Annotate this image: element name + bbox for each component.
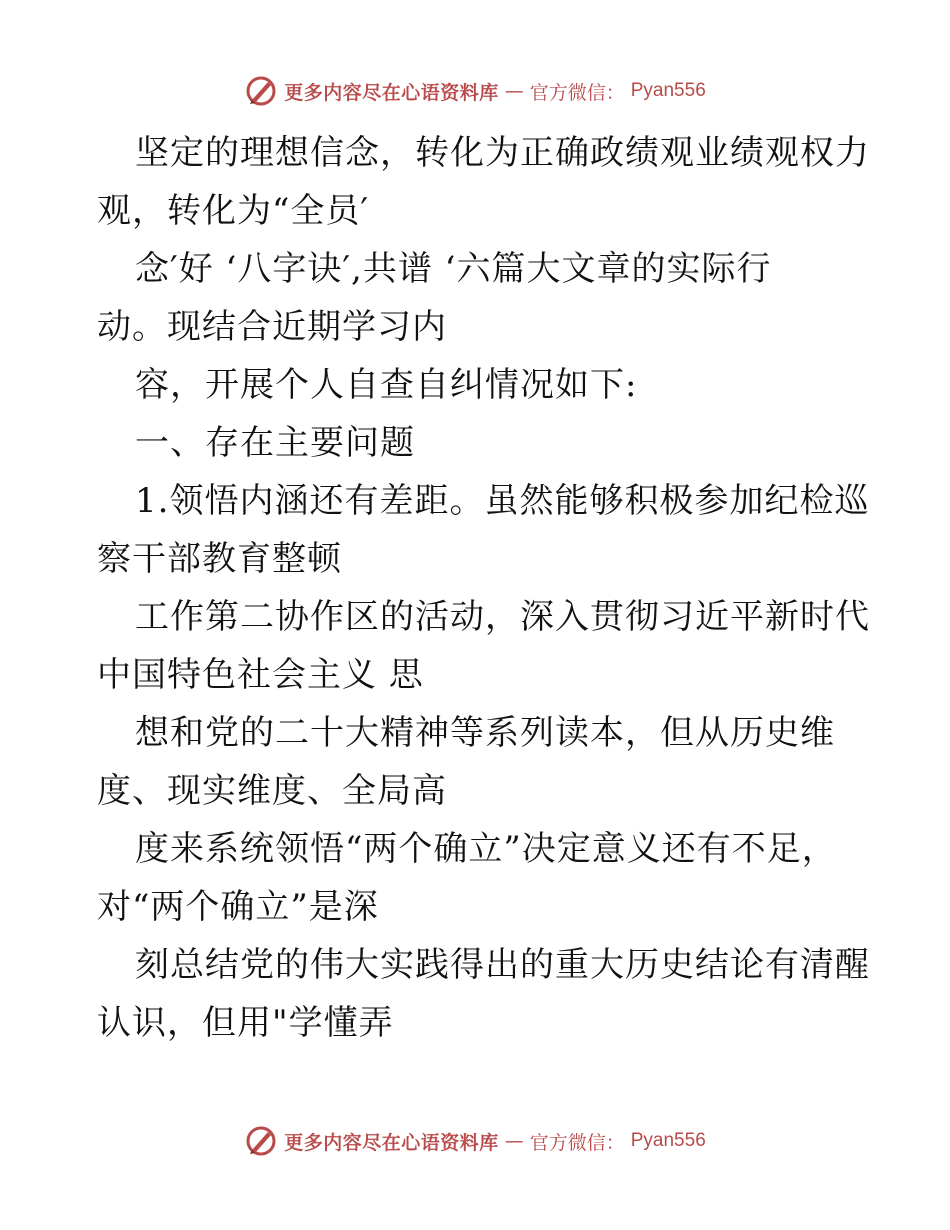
banner-separator: — [504, 1130, 524, 1152]
body-line: 中国特色社会主义 思 [97, 655, 424, 695]
footer-banner [0, 1124, 950, 1158]
body-line: 对“两个确立”是深 [97, 887, 379, 927]
body-line: 认识，但用"学懂弄 [97, 1003, 394, 1043]
body-line: 动。现结合近期学习内 [97, 307, 447, 347]
pen-logo-icon [244, 74, 278, 108]
body-line: 1.领悟内涵还有差距。虽然能够积极参加纪检巡 [135, 481, 870, 521]
body-line: 容，开展个人自查自纠情况如下: [135, 365, 638, 405]
pen-logo-icon [244, 1124, 278, 1158]
body-line: 工作第二协作区的活动，深入贯彻习近平新时代 [135, 597, 870, 637]
banner-main-text: 更多内容尽在心语资料库 [284, 81, 499, 104]
header-banner [0, 74, 950, 108]
banner-wechat-label: 官方微信： [529, 1131, 625, 1154]
banner-separator: — [504, 80, 524, 102]
body-line: 刻总结党的伟大实践得出的重大历史结论有清醒 [135, 945, 870, 985]
body-line: 观，转化为“全员′ [97, 191, 370, 231]
body-line: 念′好 ‘八字诀′,共谱 ‘六篇大文章的实际行 [135, 249, 772, 289]
banner-wechat-id: Pyan556 [630, 80, 706, 101]
section-heading: 一、存在主要问题 [135, 423, 415, 463]
document-body [97, 124, 877, 1052]
banner-wechat-id: Pyan556 [630, 1130, 706, 1151]
body-line: 坚定的理想信念，转化为正确政绩观业绩观权力 [135, 133, 870, 173]
body-line: 想和党的二十大精神等系列读本，但从历史维 [135, 713, 835, 753]
body-line: 察干部教育整顿 [97, 539, 342, 579]
banner-wechat-label: 官方微信： [529, 81, 625, 104]
body-line: 度来系统领悟“两个确立”决定意义还有不足， [135, 829, 837, 869]
body-line: 度、现实维度、全局高 [97, 771, 447, 811]
banner-main-text: 更多内容尽在心语资料库 [284, 1131, 499, 1154]
